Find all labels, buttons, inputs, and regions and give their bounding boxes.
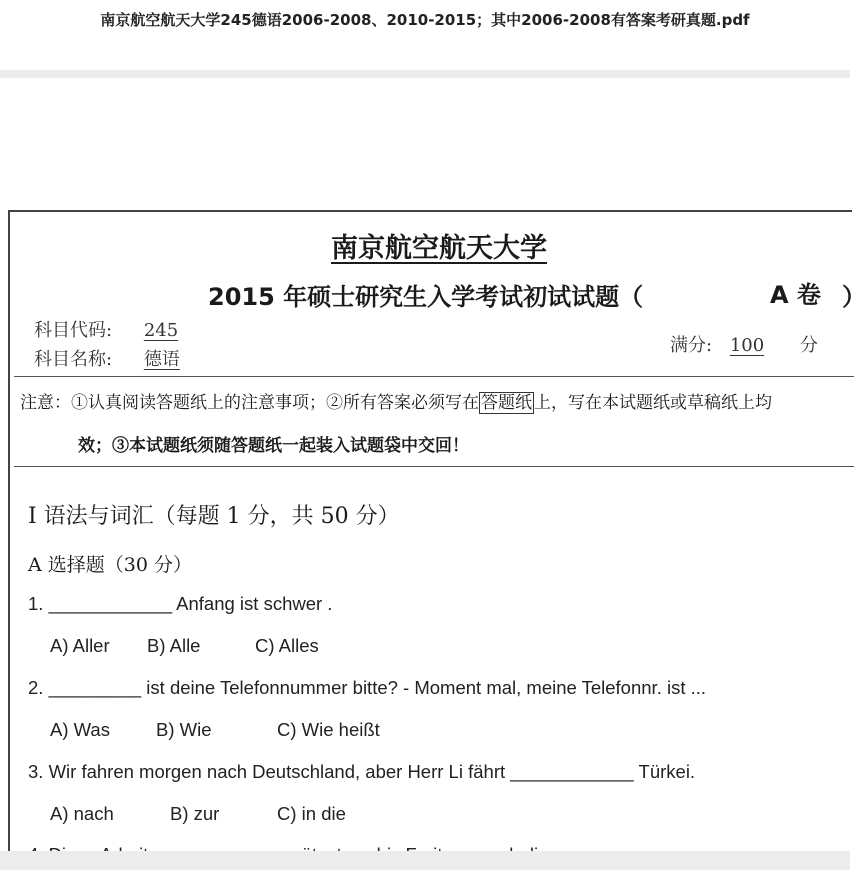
notes-line-2: 效；③本试题纸须随答题纸一起装入试题袋中交回！ (78, 436, 469, 456)
subsection-title: A 选择题（30 分） (28, 554, 192, 576)
notes-text-cont: 上，写在本试题纸或草稿纸上均 (534, 393, 772, 413)
question-1-option-b: B) Alle (147, 635, 201, 656)
full-score-label: 满分: (670, 335, 713, 356)
document-page (8, 210, 866, 853)
viewer-footer-band (0, 851, 850, 870)
question-2-option-b: B) Wie (156, 719, 212, 740)
question-3-option-b: B) zur (170, 803, 220, 824)
subject-code-value: 245 (143, 320, 179, 341)
subject-name-value: 德语 (143, 349, 180, 370)
notes-text: 注意：①认真阅读答题纸上的注意事项；②所有答案必须写在 (20, 393, 479, 413)
subject-code-label: 科目代码: (34, 320, 113, 341)
score-unit: 分 (799, 335, 818, 356)
section-title: I 语法与词汇（每题 1 分，共 50 分） (28, 504, 400, 529)
header-rule (14, 376, 854, 377)
question-2: 2. _________ ist deine Telefonnummer bitte? - Moment mal, meine Telefonnr. ist ... (28, 677, 707, 698)
question-1: 1. ____________ Anfang ist schwer . (28, 593, 333, 614)
university-name: 南京航空航天大学 (331, 233, 547, 264)
question-3-option-a: A) nach (50, 803, 114, 824)
full-score-value: 100 (729, 335, 765, 356)
question-2-option-c: C) Wie heißt (277, 719, 380, 740)
title-close-paren: ） (842, 283, 866, 311)
question-1-option-a: A) Aller (50, 635, 110, 656)
viewer-header (0, 0, 850, 70)
full-score (670, 331, 818, 357)
subject-code (34, 316, 178, 342)
subject-name-label: 科目名称: (34, 349, 113, 370)
question-3-option-c: C) in die (277, 803, 346, 824)
question-3: 3. Wir fahren morgen nach Deutschland, aber Herr Li fährt ____________ Türkei. (28, 761, 696, 782)
subject-name (34, 345, 180, 371)
question-2-option-a: A) Was (50, 719, 110, 740)
answer-sheet-box: 答题纸 (481, 393, 532, 413)
paper-version: A 卷 (770, 281, 821, 309)
question-1-option-c: C) Alles (255, 635, 319, 656)
notes-line-1 (20, 388, 772, 413)
header-divider (0, 70, 850, 78)
exam-title: 2015 年硕士研究生入学考试初试试题（ (208, 283, 644, 311)
document-title: 南京航空航天大学245德语2006-2008、2010-2015；其中2006-2008有答案考研真题.pdf (100, 11, 750, 29)
notes-rule (14, 466, 854, 467)
